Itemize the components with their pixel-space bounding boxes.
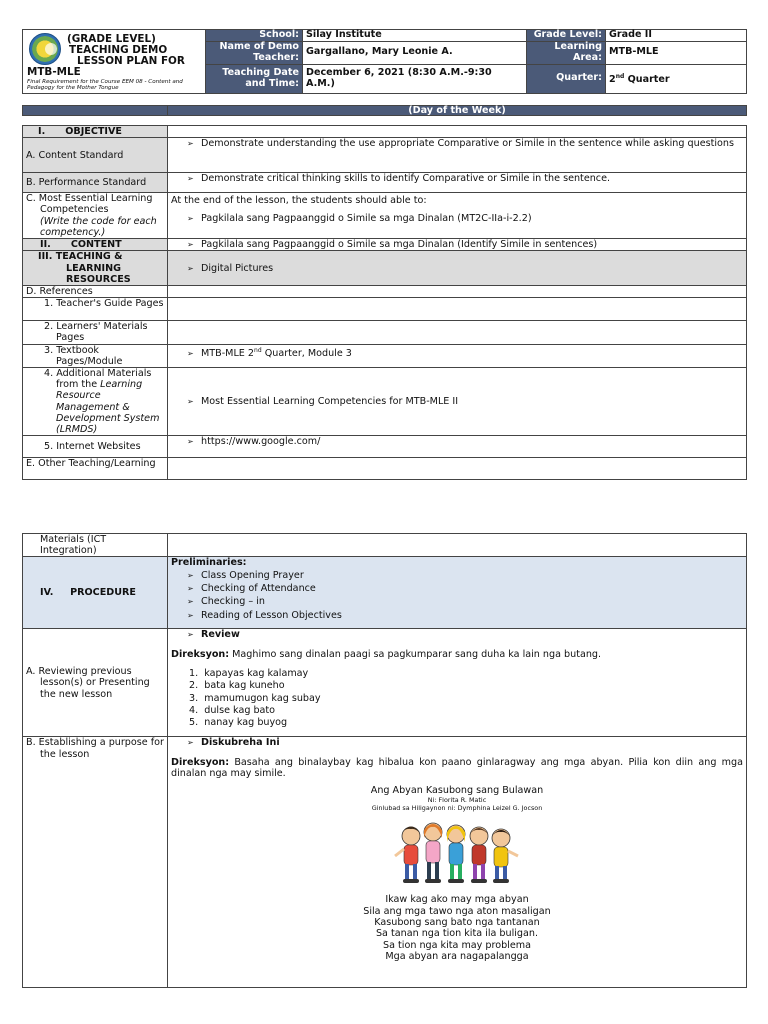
review-item: 1. kapayas kag kalamay [189, 667, 309, 679]
title-line-2: TEACHING DEMO [69, 44, 168, 56]
grade-level-value: Grade II [606, 30, 747, 42]
review-item: 3. mamumugon kag subay [189, 692, 321, 704]
quarter-label: Quarter: [527, 64, 606, 93]
internet-link[interactable]: ➢ https://www.google.com/ [171, 436, 743, 447]
purpose-label: B. Establishing a purpose for the lesson [26, 737, 164, 760]
performance-standard-cell [168, 173, 747, 193]
preliminary-item: ➢ Checking of Attendance [171, 582, 743, 595]
lesson-plan-table [22, 125, 747, 480]
date-label: Teaching Date and Time: [206, 64, 303, 93]
additional-label-cell [23, 368, 168, 436]
lm-label-cell [23, 321, 168, 344]
content-standard-cell [168, 138, 747, 173]
additional-cell [168, 368, 747, 436]
purpose-title: ➢ Diskubreha Ini [171, 737, 743, 748]
content-text: ➢ Pagkilala sang Pagpaanggid o Simile sa mga Dinalan (Identify Simile in sentences) [171, 239, 743, 250]
textbook-label: 3. Textbook Pages/Module [44, 344, 123, 367]
other-cont-cell [168, 534, 747, 557]
performance-standard-label: B. Performance Standard [23, 173, 168, 193]
tg-cell [168, 298, 747, 321]
melc-cell [168, 193, 747, 239]
other-label-cont-cell [23, 534, 168, 557]
school-label: School: [206, 30, 303, 42]
content-heading: II. CONTENT [23, 239, 168, 251]
other-label-cell [23, 458, 168, 480]
header-table [22, 29, 747, 94]
poem-line: Sa tion nga kita may problema [383, 939, 531, 951]
internet-cell [168, 436, 747, 458]
resources-cell [168, 251, 747, 286]
content-cell [168, 239, 747, 251]
review-direction: Direksyon: Maghimo sang dinalan paagi sa pagkumparar sang duha ka lain nga butang. [171, 648, 602, 660]
content-standard-text: ➢ Demonstrate understanding the use appropriate Comparative or Simile in the sentence while asking questions [171, 138, 743, 149]
textbook-cell [168, 344, 747, 367]
poem-line: Kasubong sang bato nga tantanan [374, 917, 540, 929]
purpose-cell [168, 737, 747, 988]
review-item: 5. nanay kag buyog [189, 717, 288, 729]
learning-area-value: MTB-MLE [606, 41, 747, 64]
other-label-cont: Materials (ICT Integration) [40, 534, 107, 557]
day-of-week-label: (Day of the Week) [168, 106, 746, 115]
grade-level-label: Grade Level: [527, 30, 606, 42]
preliminary-item: ➢ Reading of Lesson Objectives [171, 609, 743, 622]
lesson-plan-table-page-2 [22, 533, 747, 988]
school-value: Silay Institute [303, 30, 527, 42]
melc-text: ➢ Pagkilala sang Pagpaanggid o Simile sa mga Dinalan (MT2C-IIa-i-2.2) [171, 213, 743, 224]
review-cell [168, 629, 747, 737]
day-bar-left [23, 106, 168, 115]
poem-translator: Ginlubad sa Hiligaynon ni: Dymphina Leizel G. Jocson [371, 804, 543, 813]
title-line-1: (GRADE LEVEL) [67, 33, 156, 45]
objective-empty-cell [168, 126, 747, 138]
objective-heading: I. OBJECTIVE [23, 126, 168, 138]
review-title: ➢ Review [171, 629, 743, 640]
review-item: 2. bata kag kuneho [189, 680, 285, 692]
textbook-text: ➢ MTB-MLE 2nd Quarter, Module 3 [171, 345, 743, 359]
title-block [23, 30, 206, 94]
preliminaries-cell [168, 557, 747, 629]
tg-label: 1. Teacher's Guide Pages [44, 298, 164, 310]
date-value: December 6, 2021 (8:30 A.M.-9:30 A.M.) [303, 64, 527, 93]
review-label: A. Reviewing previous lesson(s) or Presenting the new lesson [26, 666, 150, 700]
quarter-value [606, 64, 747, 93]
performance-standard-text: ➢ Demonstrate critical thinking skills to identify Comparative or Simile in the sentence. [171, 173, 743, 184]
poem-author: Ni: Florita R. Matic [427, 796, 487, 805]
poem-line: Ikaw kag ako may mga abyan [385, 894, 529, 906]
quarter-number: 2 [609, 73, 616, 85]
day-of-week-bar [22, 105, 747, 116]
additional-label: 4. Additional Materials from the Learning Resource Management & Development System (LRMDS) [44, 368, 160, 436]
school-seal-icon [29, 33, 61, 65]
other-cell [168, 458, 747, 480]
tg-label-cell [23, 298, 168, 321]
poem-line: Sila ang mga tawo nga aton masaligan [363, 905, 551, 917]
internet-label-cell [23, 436, 168, 458]
lm-label: 2. Learners' Materials Pages [44, 321, 148, 344]
resources-heading: III. TEACHING & LEARNING RESOURCES [23, 251, 168, 286]
melc-intro: At the end of the lesson, the students should able to: [171, 195, 427, 207]
melc-label: C. Most Essential Learning Competencies [26, 193, 153, 216]
procedure-heading-cell [23, 557, 168, 629]
references-label: D. References [23, 286, 168, 298]
melc-label-cell [23, 193, 168, 239]
poem-line: Sa tanan nga tion kita ila buligan. [375, 928, 539, 940]
references-empty-cell [168, 286, 747, 298]
poem-line: Mga abyan ara nagapalangga [385, 951, 529, 963]
preliminaries-title: Preliminaries: [171, 557, 247, 569]
quarter-suffix: nd [615, 72, 625, 80]
procedure-heading: IV. PROCEDURE [40, 587, 136, 599]
preliminary-item: ➢ Checking – in [171, 595, 743, 608]
other-label: E. Other Teaching/Learning [26, 458, 156, 470]
review-item: 4. dulse kag bato [189, 705, 276, 717]
demo-teacher-label: Name of Demo Teacher: [206, 41, 303, 64]
demo-teacher-value: Gargallano, Mary Leonie A. [303, 41, 527, 64]
purpose-direction: Direksyon: Basaha ang binalaybay kag hibalua kon paano ginlaragway ang mga abyan. Pilia kon diin ang mga dinalan nga may simile. [171, 756, 743, 779]
title-subtitle: Final Requirement for the Course EEM 08 - Content and Pedagogy for the Mother Tongue [27, 79, 183, 92]
additional-text: ➢ Most Essential Learning Competencies for MTB-MLE II [171, 396, 743, 407]
quarter-word: Quarter [624, 73, 670, 85]
title-line-4: MTB-MLE [27, 66, 81, 78]
melc-note: (Write the code for each competency.) [40, 215, 157, 238]
learning-area-label: Learning Area: [527, 41, 606, 64]
internet-label: 5. Internet Websites [44, 441, 141, 453]
lm-cell [168, 321, 747, 344]
preliminary-item: ➢ Class Opening Prayer [171, 569, 743, 582]
textbook-label-cell [23, 344, 168, 367]
purpose-label-cell [23, 737, 168, 988]
content-standard-label: A. Content Standard [23, 138, 168, 173]
resources-text: ➢ Digital Pictures [171, 263, 743, 274]
poem-title: Ang Abyan Kasubong sang Bulawan [370, 785, 544, 797]
title-line-3: LESSON PLAN FOR [77, 55, 185, 67]
children-friends-illustration [393, 816, 521, 888]
review-label-cell [23, 629, 168, 737]
